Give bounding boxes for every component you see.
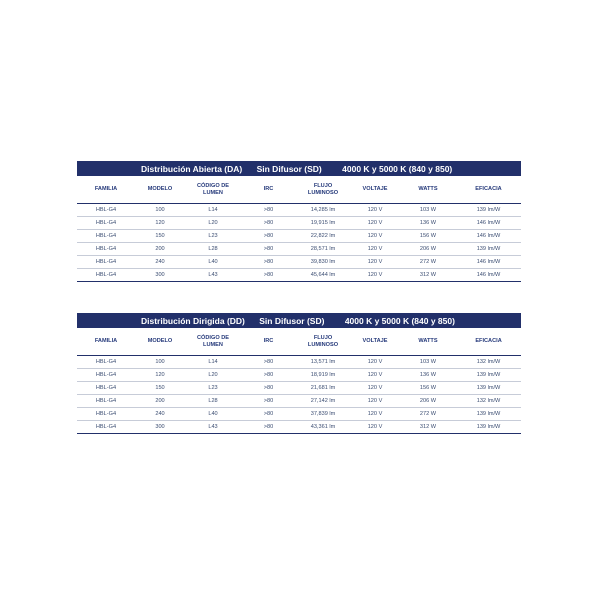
cell-familia: HBL-G4 — [77, 369, 135, 382]
cell-voltaje: 120 V — [350, 243, 400, 256]
cell-familia: HBL-G4 — [77, 256, 135, 269]
table-row — [77, 204, 521, 217]
cell-voltaje: 120 V — [350, 369, 400, 382]
cell-voltaje: 120 V — [350, 217, 400, 230]
cell-flujo: 19,915 lm — [296, 217, 350, 230]
cell-flujo: 27,142 lm — [296, 395, 350, 408]
cell-flujo: 18,919 lm — [296, 369, 350, 382]
cell-flujo: 39,830 lm — [296, 256, 350, 269]
cell-voltaje: 120 V — [350, 395, 400, 408]
table-row — [77, 356, 521, 369]
table-row — [77, 421, 521, 434]
cell-eficacia: 139 lm/W — [456, 382, 521, 395]
cell-codigo: L28 — [185, 243, 241, 256]
title-distribution: Distribución Dirigida (DD) — [141, 315, 245, 326]
cell-irc: >80 — [241, 369, 296, 382]
title-diffuser: Sin Difusor (SD) — [259, 315, 325, 326]
cell-eficacia: 139 lm/W — [456, 243, 521, 256]
title-color-temperature: 4000 K y 5000 K (840 y 850) — [344, 315, 455, 326]
cell-codigo: L43 — [185, 269, 241, 282]
cell-codigo: L40 — [185, 256, 241, 269]
header-eficacia: EFICACIA — [456, 328, 521, 356]
cell-flujo: 28,571 lm — [296, 243, 350, 256]
cell-codigo: L20 — [185, 217, 241, 230]
title-color-temperature: 4000 K y 5000 K (840 y 850) — [342, 163, 453, 174]
header-modelo: MODELO — [135, 328, 185, 356]
table-row — [77, 217, 521, 230]
cell-watts: 156 W — [400, 230, 456, 243]
cell-watts: 272 W — [400, 408, 456, 421]
title-diffuser: Sin Difusor (SD) — [256, 163, 322, 174]
cell-modelo: 200 — [135, 243, 185, 256]
header-modelo: MODELO — [135, 176, 185, 204]
cell-watts: 206 W — [400, 395, 456, 408]
cell-flujo: 37,839 lm — [296, 408, 350, 421]
cell-eficacia: 139 lm/W — [456, 204, 521, 217]
table-row — [77, 382, 521, 395]
cell-irc: >80 — [241, 382, 296, 395]
cell-watts: 103 W — [400, 356, 456, 369]
cell-familia: HBL-G4 — [77, 217, 135, 230]
cell-eficacia: 139 lm/W — [456, 408, 521, 421]
cell-flujo: 13,571 lm — [296, 356, 350, 369]
cell-irc: >80 — [241, 269, 296, 282]
cell-modelo: 300 — [135, 269, 185, 282]
header-familia: FAMILIA — [77, 328, 135, 356]
header-irc: IRC — [241, 328, 296, 356]
cell-voltaje: 120 V — [350, 204, 400, 217]
cell-irc: >80 — [241, 256, 296, 269]
header-eficacia: EFICACIA — [456, 176, 521, 204]
table-row — [77, 369, 521, 382]
header-flujo-luminoso: FLUJO LUMINOSO — [296, 328, 350, 356]
cell-modelo: 120 — [135, 369, 185, 382]
cell-watts: 272 W — [400, 256, 456, 269]
cell-modelo: 300 — [135, 421, 185, 434]
cell-modelo: 150 — [135, 230, 185, 243]
cell-irc: >80 — [241, 421, 296, 434]
cell-eficacia: 146 lm/W — [456, 256, 521, 269]
header-familia: FAMILIA — [77, 176, 135, 204]
cell-modelo: 200 — [135, 395, 185, 408]
header-flujo-luminoso: FLUJO LUMINOSO — [296, 176, 350, 204]
table-title-bar — [77, 161, 521, 176]
cell-eficacia: 132 lm/W — [456, 356, 521, 369]
cell-codigo: L40 — [185, 408, 241, 421]
cell-codigo: L28 — [185, 395, 241, 408]
cell-flujo: 14,285 lm — [296, 204, 350, 217]
header-irc: IRC — [241, 176, 296, 204]
cell-eficacia: 132 lm/W — [456, 395, 521, 408]
table-title — [77, 161, 521, 176]
cell-irc: >80 — [241, 395, 296, 408]
table-title — [77, 313, 521, 328]
cell-codigo: L23 — [185, 230, 241, 243]
cell-voltaje: 120 V — [350, 356, 400, 369]
cell-familia: HBL-G4 — [77, 269, 135, 282]
cell-watts: 206 W — [400, 243, 456, 256]
cell-irc: >80 — [241, 204, 296, 217]
cell-modelo: 100 — [135, 204, 185, 217]
cell-familia: HBL-G4 — [77, 230, 135, 243]
cell-voltaje: 120 V — [350, 230, 400, 243]
cell-codigo: L23 — [185, 382, 241, 395]
cell-codigo: L14 — [185, 204, 241, 217]
spec-table-distribucion-dirigida — [77, 313, 521, 434]
cell-voltaje: 120 V — [350, 408, 400, 421]
cell-irc: >80 — [241, 356, 296, 369]
cell-flujo: 43,361 lm — [296, 421, 350, 434]
cell-voltaje: 120 V — [350, 382, 400, 395]
cell-modelo: 150 — [135, 382, 185, 395]
cell-codigo: L20 — [185, 369, 241, 382]
cell-eficacia: 146 lm/W — [456, 217, 521, 230]
cell-familia: HBL-G4 — [77, 356, 135, 369]
header-codigo-de-lumen: CÓDIGO DE LUMEN — [185, 176, 241, 204]
cell-familia: HBL-G4 — [77, 408, 135, 421]
cell-watts: 103 W — [400, 204, 456, 217]
cell-familia: HBL-G4 — [77, 395, 135, 408]
cell-codigo: L43 — [185, 421, 241, 434]
cell-voltaje: 120 V — [350, 421, 400, 434]
cell-watts: 312 W — [400, 269, 456, 282]
header-voltaje: VOLTAJE — [350, 328, 400, 356]
cell-modelo: 240 — [135, 256, 185, 269]
cell-eficacia: 146 lm/W — [456, 230, 521, 243]
table-row — [77, 243, 521, 256]
cell-irc: >80 — [241, 230, 296, 243]
cell-watts: 136 W — [400, 217, 456, 230]
cell-irc: >80 — [241, 217, 296, 230]
cell-familia: HBL-G4 — [77, 382, 135, 395]
header-watts: WATTS — [400, 328, 456, 356]
table-row — [77, 408, 521, 421]
cell-familia: HBL-G4 — [77, 421, 135, 434]
cell-watts: 136 W — [400, 369, 456, 382]
cell-watts: 312 W — [400, 421, 456, 434]
header-watts: WATTS — [400, 176, 456, 204]
cell-flujo: 21,681 lm — [296, 382, 350, 395]
cell-flujo: 22,822 lm — [296, 230, 350, 243]
cell-voltaje: 120 V — [350, 256, 400, 269]
cell-voltaje: 120 V — [350, 269, 400, 282]
cell-flujo: 45,644 lm — [296, 269, 350, 282]
cell-eficacia: 139 lm/W — [456, 421, 521, 434]
cell-irc: >80 — [241, 408, 296, 421]
cell-familia: HBL-G4 — [77, 243, 135, 256]
table-row — [77, 230, 521, 243]
table-row — [77, 395, 521, 408]
cell-modelo: 120 — [135, 217, 185, 230]
table-row — [77, 256, 521, 269]
cell-eficacia: 139 lm/W — [456, 369, 521, 382]
title-distribution: Distribución Abierta (DA) — [141, 163, 243, 174]
cell-watts: 156 W — [400, 382, 456, 395]
cell-eficacia: 146 lm/W — [456, 269, 521, 282]
header-row — [77, 176, 521, 204]
cell-modelo: 100 — [135, 356, 185, 369]
cell-familia: HBL-G4 — [77, 204, 135, 217]
header-codigo-de-lumen: CÓDIGO DE LUMEN — [185, 328, 241, 356]
cell-modelo: 240 — [135, 408, 185, 421]
table-row — [77, 269, 521, 282]
table-title-bar — [77, 313, 521, 328]
spec-table-distribucion-abierta — [77, 161, 521, 282]
header-row — [77, 328, 521, 356]
cell-codigo: L14 — [185, 356, 241, 369]
header-voltaje: VOLTAJE — [350, 176, 400, 204]
cell-irc: >80 — [241, 243, 296, 256]
